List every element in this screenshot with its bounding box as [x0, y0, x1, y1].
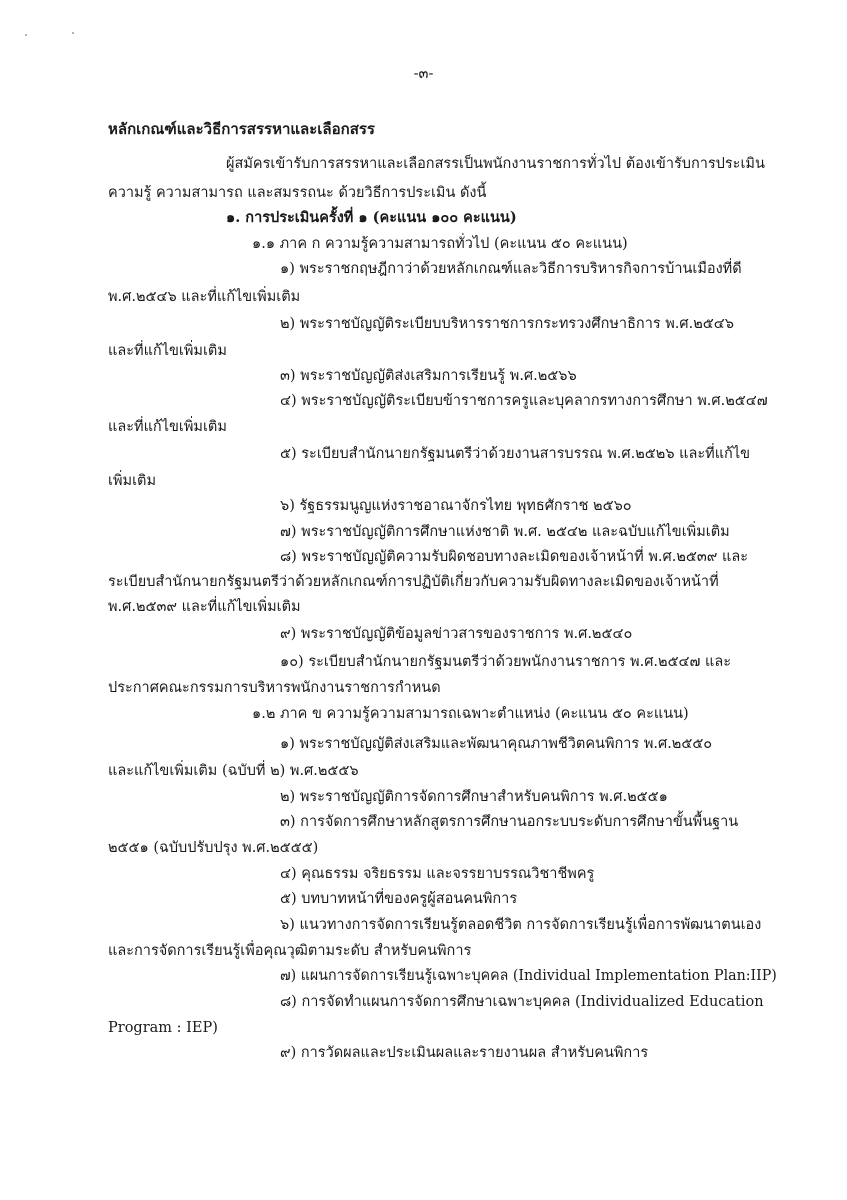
- part-a-item-5-cont: เพิ่มเติม: [108, 473, 157, 489]
- part-b-item-3: ๓) การจัดการศึกษาหลักสูตรการศึกษานอกระบบระดับการศึกษาขั้นพื้นฐาน: [280, 814, 739, 830]
- part-b-item-4: ๔) คุณธรรม จริยธรรม และจรรยาบรรณวิชาชีพครู: [280, 866, 595, 882]
- part-a-item-1-cont: พ.ศ.๒๕๔๖ และที่แก้ไขเพิ่มเติม: [108, 289, 301, 305]
- intro-line-1: ผู้สมัครเข้ารับการสรรหาและเลือกสรรเป็นพนักงานราชการทั่วไป ต้องเข้ารับการประเมิน: [226, 156, 765, 172]
- part-a-item-8-cont: ระเบียบสำนักนายกรัฐมนตรีว่าด้วยหลักเกณฑ์การปฏิบัติเกี่ยวกับความรับผิดทางละเมิดของเจ้าหน้าที่: [108, 574, 719, 590]
- part-b-item-1: ๑) พระราชบัญญัติส่งเสริมและพัฒนาคุณภาพชีวิตคนพิการ พ.ศ.๒๕๕๐: [280, 736, 713, 752]
- part-b-item-5: ๕) บทบาทหน้าที่ของครูผู้สอนคนพิการ: [280, 891, 518, 907]
- part-a-item-10-cont: ประกาศคณะกรรมการบริหารพนักงานราชการกำหนด: [108, 680, 441, 696]
- part-b-item-8: ๘) การจัดทำแผนการจัดการศึกษาเฉพาะบุคคล (Individualized Education: [280, 994, 764, 1010]
- part-a-item-9: ๙) พระราชบัญญัติข้อมูลข่าวสารของราชการ พ.ศ.๒๕๔๐: [280, 626, 633, 642]
- scan-speck: [25, 34, 27, 36]
- part-a-item-6: ๖) รัฐธรรมนูญแห่งราชอาณาจักรไทย พุทธศักราช ๒๕๖๐: [280, 498, 632, 514]
- part-a-item-10: ๑๐) ระเบียบสำนักนายกรัฐมนตรีว่าด้วยพนักงานราชการ พ.ศ.๒๕๔๗ และ: [280, 654, 732, 670]
- part-b-item-2: ๒) พระราชบัญญัติการจัดการศึกษาสำหรับคนพิการ พ.ศ.๒๕๕๑: [280, 789, 668, 805]
- part-a-item-8: ๘) พระราชบัญญัติความรับผิดชอบทางละเมิดของเจ้าหน้าที่ พ.ศ.๒๕๓๙ และ: [280, 549, 749, 565]
- part-a-item-5: ๕) ระเบียบสำนักนายกรัฐมนตรีว่าด้วยงานสารบรรณ พ.ศ.๒๕๒๖ และที่แก้ไข: [280, 446, 751, 462]
- part-b-item-6-cont: และการจัดการเรียนรู้เพื่อคุณวุฒิตามระดับ สำหรับคนพิการ: [108, 943, 472, 959]
- part-a-item-7: ๗) พระราชบัญญัติการศึกษาแห่งชาติ พ.ศ. ๒๕๔๒ และฉบับแก้ไขเพิ่มเติม: [280, 524, 730, 540]
- part-a-item-2-cont: และที่แก้ไขเพิ่มเติม: [108, 343, 227, 359]
- part-a-title: ๑.๑ ภาค ก ความรู้ความสามารถทั่วไป (คะแนน ๕๐ คะแนน): [252, 236, 628, 252]
- part-a-item-3: ๓) พระราชบัญญัติส่งเสริมการเรียนรู้ พ.ศ.๒๕๖๖: [280, 368, 577, 384]
- part-b-title: ๑.๒ ภาค ข ความรู้ความสามารถเฉพาะตำแหน่ง (คะแนน ๕๐ คะแนน): [252, 706, 689, 722]
- part-b-item-3-cont: ๒๕๕๑ (ฉบับปรับปรุง พ.ศ.๒๕๕๕): [108, 840, 319, 856]
- scan-speck: [72, 32, 74, 34]
- part-a-item-2: ๒) พระราชบัญญัติระเบียบบริหารราชการกระทรวงศึกษาธิการ พ.ศ.๒๕๔๖: [280, 316, 734, 332]
- part-b-item-1-cont: และแก้ไขเพิ่มเติม (ฉบับที่ ๒) พ.ศ.๒๕๕๖: [108, 763, 359, 779]
- section-1-title: ๑. การประเมินครั้งที่ ๑ (คะแนน ๑๐๐ คะแนน): [226, 209, 517, 226]
- page-number: -๓-: [413, 66, 434, 82]
- part-b-item-6: ๖) แนวทางการจัดการเรียนรู้ตลอดชีวิต การจัดการเรียนรู้เพื่อการพัฒนาตนเอง: [280, 917, 762, 933]
- part-b-item-9: ๙) การวัดผลและประเมินผลและรายงานผล สำหรับคนพิการ: [280, 1045, 649, 1061]
- intro-line-2: ความรู้ ความสามารถ และสมรรถนะ ด้วยวิธีการประเมิน ดังนี้: [108, 185, 487, 201]
- part-b-item-8-cont: Program : IEP): [108, 1020, 218, 1036]
- part-a-item-1: ๑) พระราชกฤษฎีกาว่าด้วยหลักเกณฑ์และวิธีการบริหารกิจการบ้านเมืองที่ดี: [280, 261, 742, 277]
- part-a-item-4: ๔) พระราชบัญญัติระเบียบข้าราชการครูและบุคลากรทางการศึกษา พ.ศ.๒๕๔๗: [280, 393, 768, 409]
- part-a-item-8-cont-2: พ.ศ.๒๕๓๙ และที่แก้ไขเพิ่มเติม: [108, 599, 301, 615]
- part-a-item-4-cont: และที่แก้ไขเพิ่มเติม: [108, 419, 227, 435]
- page-heading: หลักเกณฑ์และวิธีการสรรหาและเลือกสรร: [108, 120, 375, 138]
- part-b-item-7: ๗) แผนการจัดการเรียนรู้เฉพาะบุคคล (Individual Implementation Plan:IIP): [280, 968, 777, 984]
